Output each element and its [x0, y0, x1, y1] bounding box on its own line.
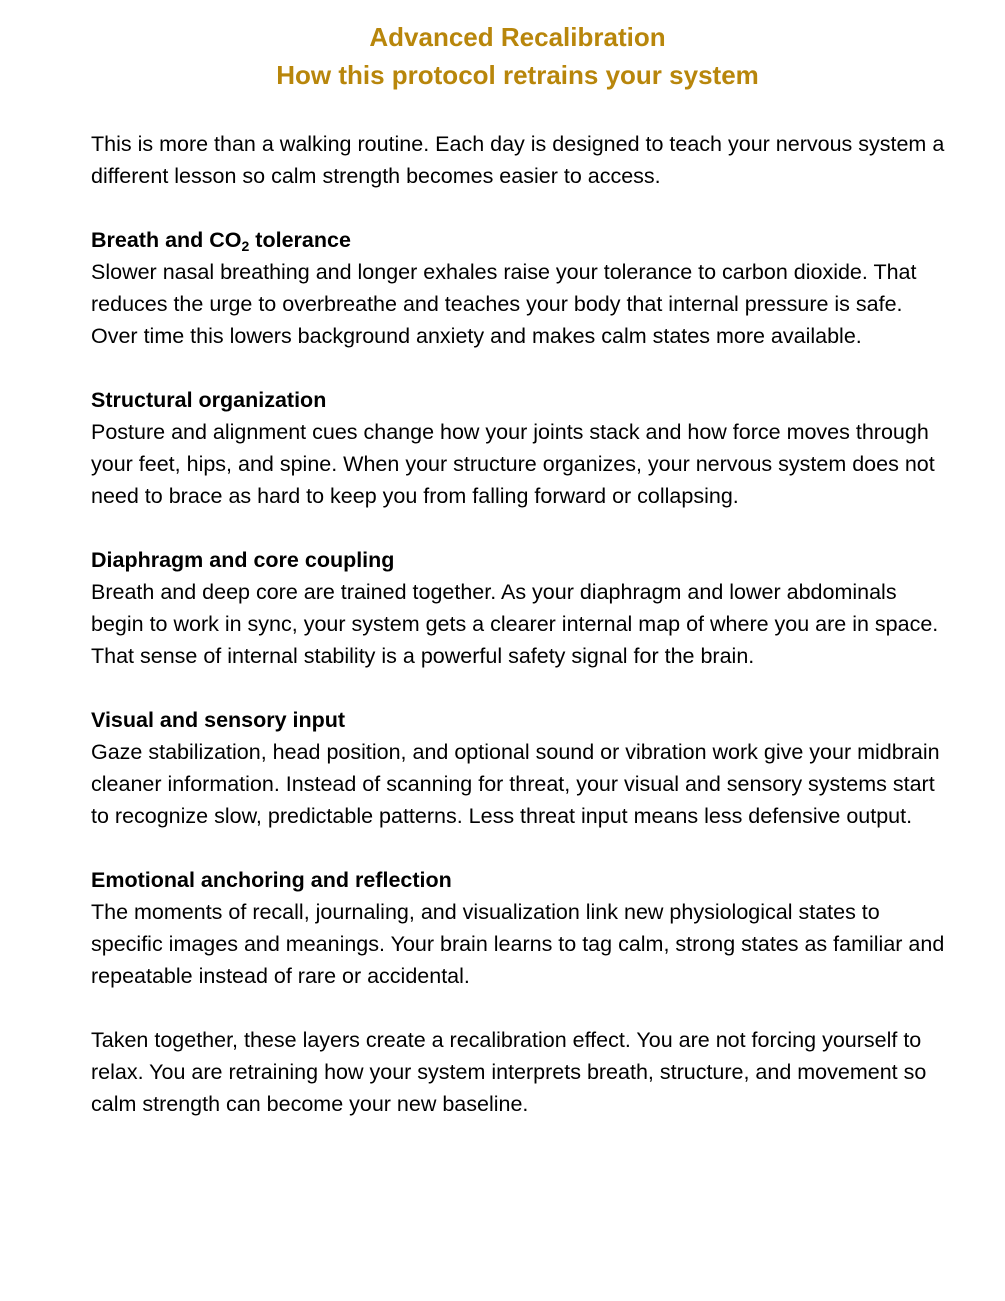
section-heading: Structural organization	[91, 388, 327, 412]
section-heading: Diaphragm and core coupling	[91, 548, 395, 572]
section-visual-sensory	[91, 704, 951, 832]
conclusion-paragraph: Taken together, these layers create a recalibration effect. You are not forcing yourself to relax. You are retraining how your system interprets breath, structure, and movement so calm strength can become your new baseline.	[91, 1028, 927, 1116]
section-body: The moments of recall, journaling, and visualization link new physiological states to specific images and meanings. Your brain learns to tag calm, strong states as familiar and repeatable instead of rare or accidental.	[91, 900, 945, 988]
section-body: Gaze stabilization, head position, and optional sound or vibration work give your midbrain cleaner information. Instead of scanning for threat, your visual and sensory systems start to recognize slow, predictable patterns. Less threat input means less defensive output.	[91, 740, 940, 828]
section-body: Slower nasal breathing and longer exhales raise your tolerance to carbon dioxide. That reduces the urge to overbreathe and teaches your body that internal pressure is safe. Over time this lowers background anxiety and makes calm states more available.	[91, 260, 917, 348]
page-title: Advanced Recalibration	[369, 22, 666, 52]
section-emotional-anchoring	[91, 864, 951, 992]
section-heading	[91, 224, 951, 256]
heading-text: Breath and CO	[91, 228, 242, 252]
heading-subscript: 2	[241, 238, 250, 254]
document-body	[91, 128, 951, 1152]
section-body: Breath and deep core are trained together. As your diaphragm and lower abdominals begin to work in sync, your system gets a clearer internal map of where you are in space. That sense of internal stability is a powerful safety signal for the brain.	[91, 580, 939, 668]
section-body: Posture and alignment cues change how your joints stack and how force moves through your feet, hips, and spine. When your structure organizes, your nervous system does not need to brace as hard to keep you from falling forward or collapsing.	[91, 420, 935, 508]
section-heading: Visual and sensory input	[91, 708, 346, 732]
page-subtitle: How this protocol retrains your system	[276, 60, 759, 90]
section-breath-co2	[91, 224, 951, 352]
intro-paragraph: This is more than a walking routine. Each day is designed to teach your nervous system a different lesson so calm strength becomes easier to access.	[91, 132, 945, 188]
section-structural-organization	[91, 384, 951, 512]
title-block	[0, 18, 1005, 94]
heading-text-suffix: tolerance	[249, 228, 351, 252]
section-heading: Emotional anchoring and reflection	[91, 868, 452, 892]
section-diaphragm-core	[91, 544, 951, 672]
